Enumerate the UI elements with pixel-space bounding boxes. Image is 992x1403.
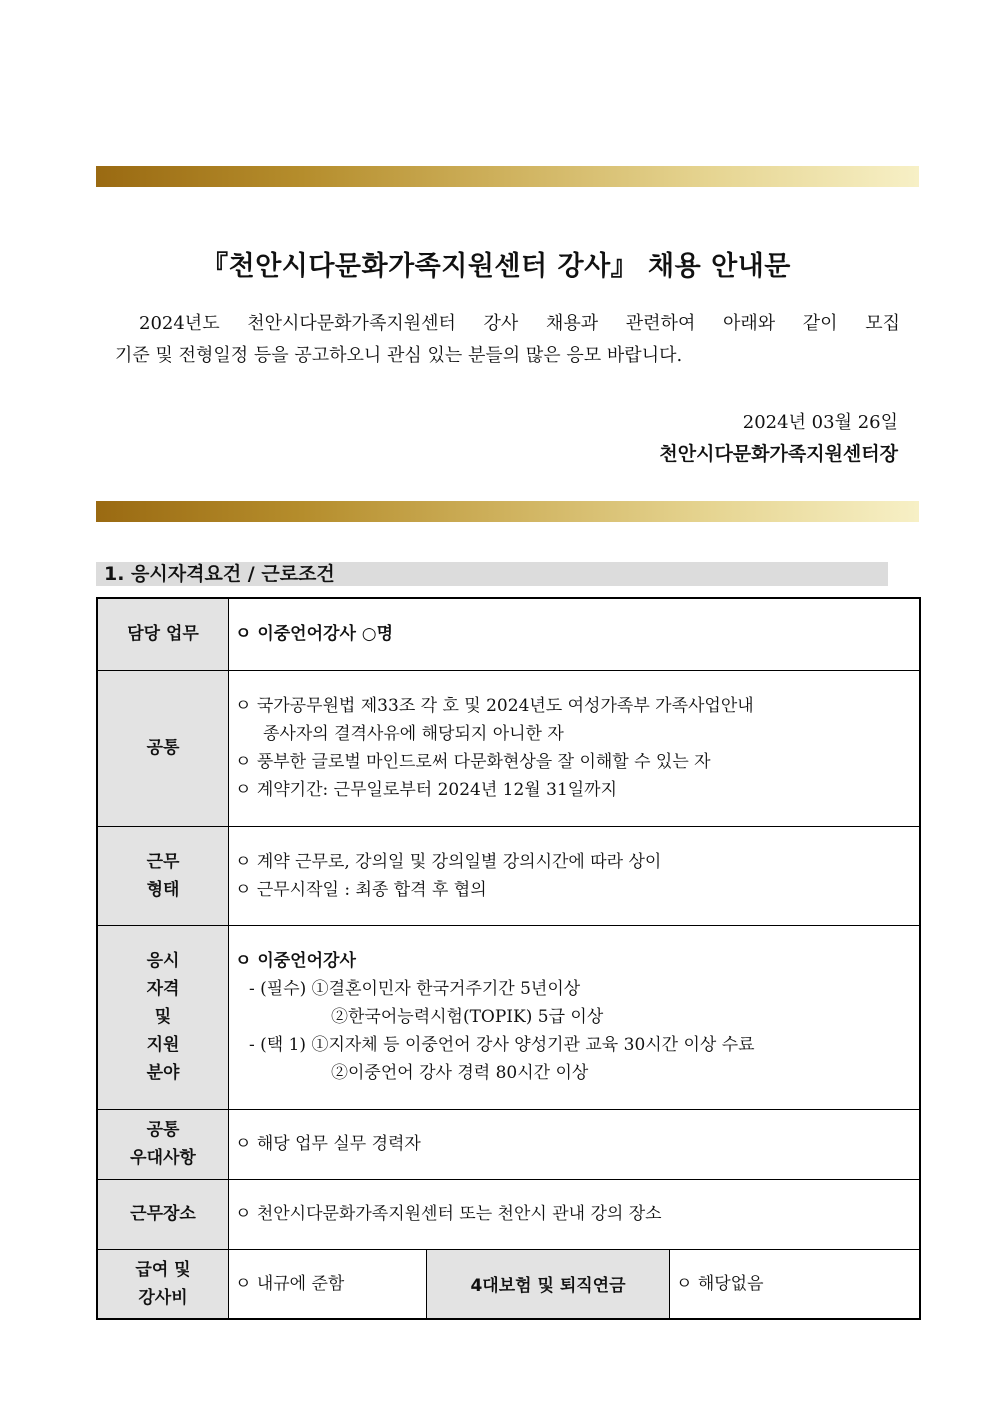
worktype-line-2: ㅇ 근무시작일 : 최종 합격 후 협의 bbox=[235, 879, 487, 900]
table-row-duty bbox=[97, 598, 920, 670]
common-value bbox=[229, 670, 921, 826]
common-line-3: ㅇ 풍부한 글로벌 마인드로써 다문화현상을 잘 이해할 수 있는 자 bbox=[235, 752, 711, 772]
pay-value: ㅇ 내규에 준함 bbox=[229, 1249, 427, 1319]
intro-paragraph bbox=[115, 308, 900, 372]
qualification-line-1: ㅇ 이중언어강사 bbox=[235, 951, 356, 971]
preference-value: ㅇ 해당 업무 실무 경력자 bbox=[229, 1109, 921, 1179]
common-line-1: ㅇ 국가공무원법 제33조 각 호 및 2024년도 여성가족부 가족사업안내 bbox=[235, 696, 754, 716]
place-value: ㅇ 천안시다문화가족지원센터 또는 천안시 관내 강의 장소 bbox=[229, 1179, 921, 1249]
insurance-value: ㅇ 해당없음 bbox=[670, 1249, 921, 1319]
worktype-value bbox=[229, 826, 921, 925]
qualification-label-2: 자격 bbox=[146, 979, 180, 999]
common-label: 공통 bbox=[97, 670, 229, 826]
intro-line-2: 기준 및 전형일정 등을 공고하오니 관심 있는 분들의 많은 응모 바랍니다. bbox=[115, 345, 683, 366]
qualification-value bbox=[229, 925, 921, 1109]
qualification-line-2: - (필수) ①결혼이민자 한국거주기간 5년이상 bbox=[249, 979, 581, 999]
signer-name: 천안시다문화가족지원센터장 bbox=[659, 443, 898, 465]
worktype-label bbox=[97, 826, 229, 925]
preference-label-2: 우대사항 bbox=[130, 1148, 196, 1168]
pay-label bbox=[97, 1249, 229, 1319]
qualification-label-5: 분야 bbox=[146, 1063, 180, 1083]
worktype-line-1: ㅇ 계약 근무로, 강의일 및 강의일별 강의시간에 따라 상이 bbox=[235, 851, 662, 872]
table-row-pay bbox=[97, 1249, 920, 1319]
worktype-label-2: 형태 bbox=[146, 879, 180, 900]
qualification-label-1: 응시 bbox=[146, 951, 180, 971]
place-label: 근무장소 bbox=[97, 1179, 229, 1249]
qualification-line-5: ②이중언어 강사 경력 80시간 이상 bbox=[331, 1063, 589, 1083]
qualification-line-4: - (택 1) ①지자체 등 이중언어 강사 양성기관 교육 30시간 이상 수료 bbox=[249, 1035, 755, 1055]
pay-label-2: 강사비 bbox=[138, 1287, 188, 1308]
intro-line-1: 2024년도 천안시다문화가족지원센터 강사 채용과 관련하여 아래와 같이 모집 bbox=[139, 313, 900, 334]
middle-decorative-bar bbox=[96, 501, 919, 522]
table-row-preference bbox=[97, 1109, 920, 1179]
requirements-table bbox=[96, 597, 921, 1320]
duty-label: 담당 업무 bbox=[97, 598, 229, 670]
common-line-2: 종사자의 결격사유에 해당되지 아니한 자 bbox=[263, 724, 564, 744]
worktype-label-1: 근무 bbox=[146, 851, 180, 872]
pay-label-1: 급여 및 bbox=[135, 1259, 191, 1280]
table-row-common bbox=[97, 670, 920, 826]
preference-label bbox=[97, 1109, 229, 1179]
qualification-label-3: 및 bbox=[154, 1007, 172, 1027]
qualification-line-3: ②한국어능력시험(TOPIK) 5급 이상 bbox=[331, 1007, 604, 1027]
preference-label-1: 공통 bbox=[146, 1120, 180, 1140]
common-line-4: ㅇ 계약기간: 근무일로부터 2024년 12월 31일까지 bbox=[235, 780, 618, 800]
top-decorative-bar bbox=[96, 166, 919, 187]
section-heading: 1. 응시자격요건 / 근로조건 bbox=[96, 562, 888, 586]
table-row-place bbox=[97, 1179, 920, 1249]
qualification-label-4: 지원 bbox=[146, 1035, 180, 1055]
announcement-date: 2024년 03월 26일 bbox=[742, 412, 898, 433]
table-row-worktype bbox=[97, 826, 920, 925]
table-row-qualification bbox=[97, 925, 920, 1109]
qualification-label bbox=[97, 925, 229, 1109]
page-title: 『천안시다문화가족지원센터 강사』 채용 안내문 bbox=[201, 251, 791, 282]
insurance-label: 4대보험 및 퇴직연금 bbox=[427, 1249, 670, 1319]
duty-value: ㅇ 이중언어강사 ○명 bbox=[229, 598, 921, 670]
